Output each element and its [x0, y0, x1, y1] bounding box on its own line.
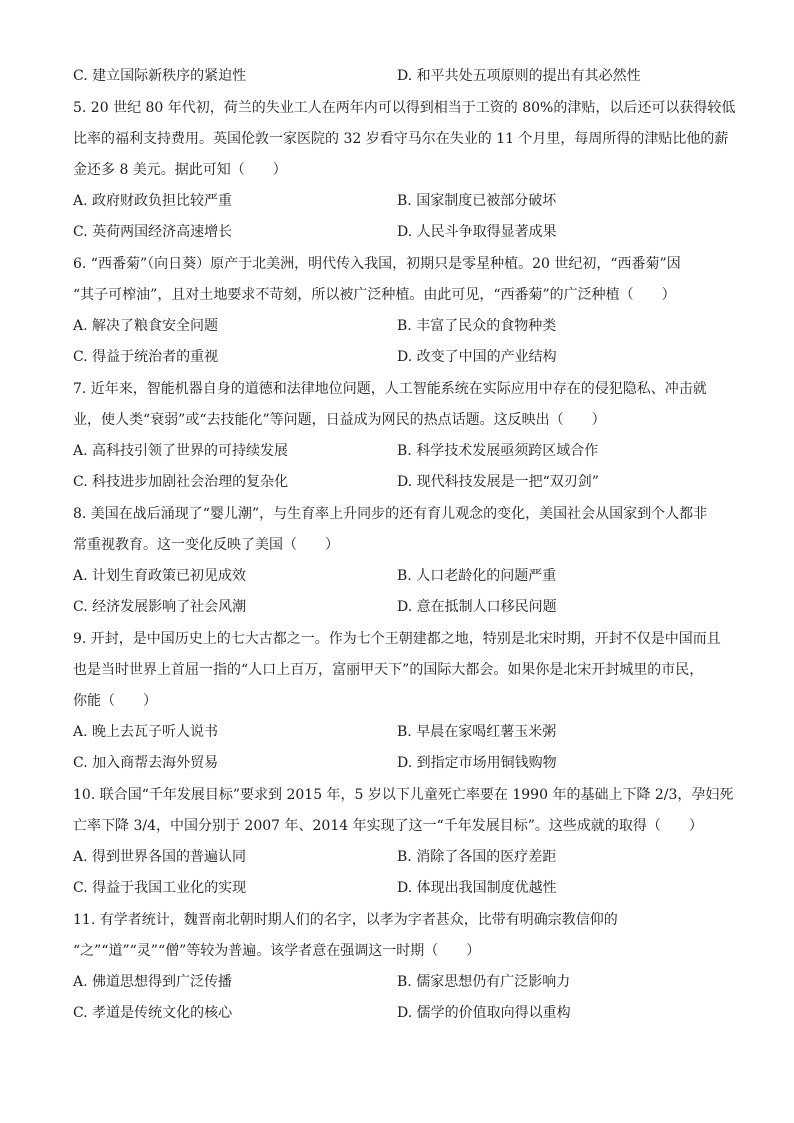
- question-stem-line: 亡率下降 3/4，中国分别于 2007 年、2014 年实现了这一“千年发展目标”。这些成就的取得（ ）: [73, 818, 703, 834]
- answer-option-b: B. 科学技术发展亟须跨区域合作: [397, 443, 599, 459]
- question-stem-line: 8. 美国在战后涌现了“婴儿潮”，与生育率上升同步的还有育儿观念的变化，美国社会从国家到个人都非: [73, 506, 708, 522]
- answer-option-b: B. 丰富了民众的食物种类: [397, 318, 557, 334]
- answer-option-b: B. 国家制度已被部分破坏: [397, 193, 557, 209]
- answer-option-d: D. 到指定市场用铜钱购物: [397, 755, 557, 771]
- question-stem-line: 9. 开封，是中国历史上的七大古都之一。作为七个王朝建都之地，特别是北宋时期，开封不仅是中国而且: [73, 631, 721, 647]
- question-stem-line: “其子可榨油”，且对土地要求不苛刻，所以被广泛种植。由此可见，“西番菊”的广泛种植（ ）: [73, 287, 676, 303]
- answer-option-a: A. 解决了粮食安全问题: [73, 318, 219, 334]
- question-stem-line: 5. 20 世纪 80 年代初，荷兰的失业工人在两年内可以得到相当于工资的 80%的津贴，以后还可以获得较低: [73, 100, 736, 116]
- question-stem-line: 10. 联合国“千年发展目标”要求到 2015 年，5 岁以下儿童死亡率要在 1990 年的基础上下降 2/3，孕妇死: [73, 787, 734, 803]
- answer-option-b: B. 消除了各国的医疗差距: [397, 849, 557, 865]
- answer-option-d: D. 人民斗争取得显著成果: [397, 224, 557, 240]
- question-stem-line: 你能（ ）: [73, 693, 157, 709]
- question-stem-line: 常重视教育。这一变化反映了美国（ ）: [73, 537, 339, 553]
- answer-option-d: D. 意在抵制人口移民问题: [397, 599, 557, 615]
- answer-option-c: C. 孝道是传统文化的核心: [73, 1005, 233, 1021]
- question-stem-line: 11. 有学者统计，魏晋南北朝时期人们的名字，以孝为字者甚众，比带有明确宗教信仰的: [73, 912, 618, 928]
- answer-option-d: D. 改变了中国的产业结构: [397, 349, 557, 365]
- question-stem-line: 业，使人类“衰弱”或“去技能化”等问题，日益成为网民的热点话题。这反映出（ ）: [73, 412, 606, 428]
- answer-option-c: C. 建立国际新秩序的紧迫性: [73, 68, 247, 84]
- answer-option-a: A. 计划生育政策已初见成效: [73, 568, 247, 584]
- answer-option-d: D. 体现出我国制度优越性: [397, 880, 557, 896]
- answer-option-c: C. 加入商帮去海外贸易: [73, 755, 219, 771]
- question-stem-line: 6. “西番菊”（向日葵）原产于北美洲，明代传入我国，初期只是零星种植。20 世纪初，“西番菊”因: [73, 256, 681, 272]
- answer-option-b: B. 早晨在家喝红薯玉米粥: [397, 724, 557, 740]
- answer-option-b: B. 人口老龄化的问题严重: [397, 568, 557, 584]
- answer-option-c: C. 经济发展影响了社会风潮: [73, 599, 247, 615]
- question-stem-line: 金还多 8 美元。据此可知（ ）: [73, 162, 287, 178]
- answer-option-d: D. 现代科技发展是一把“双刃剑”: [397, 474, 599, 490]
- answer-option-c: C. 得益于我国工业化的实现: [73, 880, 247, 896]
- answer-option-a: A. 得到世界各国的普遍认同: [73, 849, 247, 865]
- answer-option-d: D. 和平共处五项原则的提出有其必然性: [397, 68, 641, 84]
- answer-option-b: B. 儒家思想仍有广泛影响力: [397, 974, 571, 990]
- answer-option-c: C. 科技进步加剧社会治理的复杂化: [73, 474, 289, 490]
- answer-option-c: C. 英荷两国经济高速增长: [73, 224, 233, 240]
- answer-option-a: A. 佛道思想得到广泛传播: [73, 974, 233, 990]
- question-stem-line: 比率的福利支持费用。英国伦敦一家医院的 32 岁看守马尔在失业的 11 个月里，每周所得的津贴比他的薪: [73, 131, 729, 147]
- question-stem-line: 7. 近年来，智能机器自身的道德和法律地位问题，人工智能系统在实际应用中存在的侵犯隐私、冲击就: [73, 381, 707, 397]
- answer-option-c: C. 得益于统治者的重视: [73, 349, 219, 365]
- question-stem-line: 也是当时世界上首屈一指的“人口上百万，富丽甲天下”的国际大都会。如果你是北宋开封城里的市民，: [73, 662, 704, 678]
- answer-option-a: A. 高科技引领了世界的可持续发展: [73, 443, 289, 459]
- answer-option-a: A. 晚上去瓦子听人说书: [73, 724, 219, 740]
- question-stem-line: “之”“道”“灵”“僧”等较为普遍。该学者意在强调这一时期（ ）: [73, 943, 481, 959]
- answer-option-a: A. 政府财政负担比较严重: [73, 193, 233, 209]
- answer-option-d: D. 儒学的价值取向得以重构: [397, 1005, 571, 1021]
